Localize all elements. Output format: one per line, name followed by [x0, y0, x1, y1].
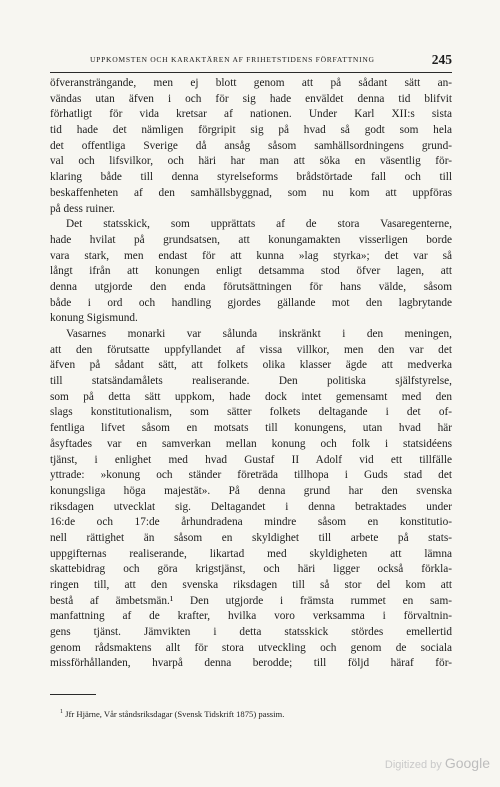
- text-line: tjänst, i enlighet med hvad Gustaf II Adolf vid ett tillfälle: [50, 453, 452, 466]
- text-line: denna utgjorde den enda förutsättningen för hans välde, såsom: [50, 280, 452, 293]
- text-line: som på detta sätt uppkom, hade dock intet gemensamt med den: [50, 390, 452, 403]
- text-line: att den förutsatte uppfyllandet af vissa villkor, men den var det: [50, 343, 452, 356]
- paragraph: [50, 76, 452, 217]
- text-line: genom rådsmaktens allt för stora utveckling och genom de sociala: [50, 641, 452, 654]
- text-line: på dess ruiner.: [50, 202, 115, 215]
- watermark-brand: Google: [444, 755, 490, 771]
- text-line: det offentliga Sverige då ansåg såsom samhällsordningens grund-: [50, 139, 452, 152]
- text-line: uppgifternas realiserande, likartad med skyldigheten att lämna: [50, 547, 452, 560]
- text-line: val och lifsvilkor, och häri har man att söka en väsentlig för-: [50, 155, 452, 168]
- watermark-prefix: Digitized by: [384, 759, 442, 771]
- text-line: ringen till, att den svenska riksdagen till så stor del kom att: [50, 579, 452, 591]
- footnote-rule: [50, 694, 96, 695]
- text-line: gens tjänst. Jämvikten i detta statsskick stördes emellertid: [50, 626, 452, 639]
- text-line: fentliga lifvet såsom en motsats till konungens, utan hvad här: [50, 422, 452, 435]
- text-line: Vasarnes monarki var sålunda inskränkt i den meningen,: [66, 328, 452, 340]
- text-line: både i ord och handling gjordes gällande mot den lagbrytande: [50, 296, 452, 309]
- text-line: skattebidrag och göra krigstjänst, och häri ligger också förkla-: [50, 563, 452, 576]
- text-line: Det statsskick, som upprättats af de stora Vasaregenterne,: [66, 218, 452, 231]
- text-line: förhatligt för vida kretsar af nationen. Under Karl XII:s sista: [50, 108, 452, 121]
- text-line: tid hade det nämligen förgripit sig på hvad så godt som hela: [50, 124, 452, 137]
- page-number: 245: [431, 52, 452, 67]
- text-line: långt ifrån att konungen enligt detsamma stod öfver lagen, att: [50, 265, 452, 278]
- text-line: till statsändamålets realiserande. Den politiska själfstyrelse,: [50, 375, 452, 388]
- text-line: öfveransträngande, men ej blott genom att på sådant sätt an-: [50, 77, 452, 89]
- page-header: [50, 52, 452, 70]
- digitization-watermark: [385, 755, 490, 771]
- text-line: bestå af ämbetsmän.¹ Den utgjorde i främsta rummet en sam-: [50, 594, 452, 607]
- text-line: konung Sigismund.: [50, 312, 138, 325]
- header-rule: [50, 72, 452, 73]
- footnote-text: Jfr Hjärne, Vår ståndsriksdagar (Svensk Tidskrift 1875) passim.: [65, 709, 285, 719]
- text-line: äfven på sådant sätt, att folkets olika klasser ägde att medverka: [50, 359, 452, 372]
- text-line: vändas utan äfven i och för sig hade enväldet denna tid blifvit: [50, 92, 452, 105]
- paragraph: [50, 217, 452, 327]
- text-line: 16:de och 17:de århundradena mindre såsom en konstitutio-: [50, 516, 452, 529]
- footnote: [60, 709, 452, 719]
- footnote-marker: 1: [60, 709, 63, 716]
- paragraph: [50, 327, 452, 672]
- text-line: slags konstitutionalism, som sätter folkets deltagande i det of-: [50, 406, 452, 419]
- text-line: åsyftades var en samverkan mellan konung och folk i statsidéens: [50, 437, 452, 450]
- text-line: vara stark, men endast för att kunna »lag styrka»; det var så: [50, 249, 452, 262]
- text-line: beskaffenheten af den samhällsbyggnad, som nu kom att uppföras: [50, 186, 452, 199]
- body-text: [50, 76, 452, 672]
- text-line: missförhållanden, hvarpå denna berodde; till följd häraf för-: [50, 657, 452, 670]
- text-line: konungsliga höga majestät». På denna grund har den svenska: [50, 484, 452, 497]
- text-line: klaring både till denna styrelseforms brådstörtade fall och till: [50, 171, 452, 184]
- text-line: nell rättighet än såsom en skyldighet till arbete på stats-: [50, 531, 452, 544]
- text-line: manfattning af de krafter, hvilka voro verksamma i förvaltnin-: [50, 610, 452, 623]
- text-line: hade hvilat på grundsatsen, att konungamakten visserligen borde: [50, 233, 452, 246]
- text-line: yttrade: »konung och ständer företräda tillhopa i Guds stad det: [50, 469, 452, 482]
- running-head: UPPKOMSTEN OCH KARAKTÄREN AF FRIHETSTIDENS FÖRFATTNING: [90, 55, 375, 64]
- text-line: riksdagen utvecklat sig. Deltagandet i denna betraktades under: [50, 500, 452, 513]
